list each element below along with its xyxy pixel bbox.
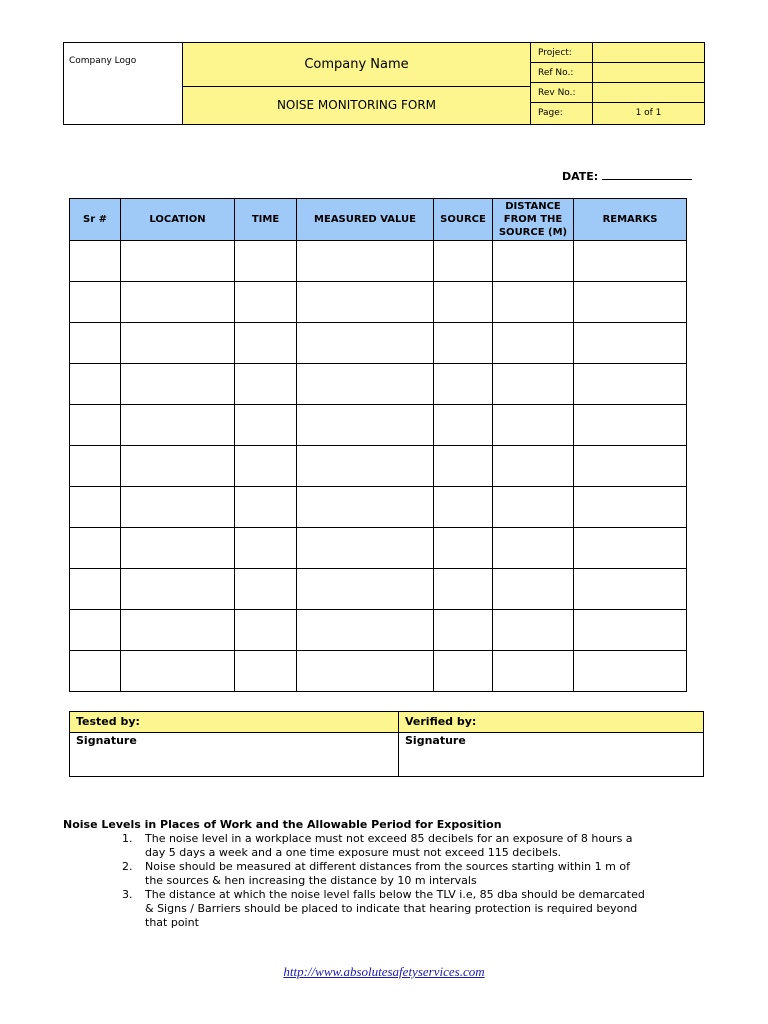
signoff-table [69, 711, 704, 777]
notes-item-text: Noise should be measured at different distances from the sources starting within 1 m of the sources & hen increasing the distance by 10 m intervals [145, 860, 630, 887]
table-row [70, 610, 687, 651]
table-cell[interactable] [297, 323, 434, 364]
table-cell[interactable] [297, 651, 434, 692]
table-cell[interactable] [493, 446, 574, 487]
company-name: Company Name [183, 43, 530, 87]
notes-item-text: The distance at which the noise level falls below the TLV i.e, 85 dba should be demarcated & Signs / Barriers should be placed to indicate that hearing protection is required beyond that point [145, 888, 645, 929]
table-cell[interactable] [121, 651, 235, 692]
table-row [70, 323, 687, 364]
table-cell[interactable] [574, 282, 687, 323]
table-row [70, 405, 687, 446]
table-cell[interactable] [121, 487, 235, 528]
table-cell[interactable] [121, 446, 235, 487]
table-cell[interactable] [434, 446, 493, 487]
table-cell[interactable] [493, 487, 574, 528]
noise-notes [63, 818, 703, 930]
table-cell[interactable] [70, 405, 121, 446]
col-sr: Sr # [70, 199, 121, 241]
meta-rev [531, 83, 704, 103]
notes-item-number: 2. [122, 860, 133, 873]
table-row [70, 241, 687, 282]
table-cell[interactable] [70, 651, 121, 692]
table-cell[interactable] [235, 651, 297, 692]
verified-by-label: Verified by: [399, 712, 704, 733]
table-cell[interactable] [121, 323, 235, 364]
form-title: NOISE MONITORING FORM [276, 98, 437, 112]
table-body [70, 241, 687, 692]
col-source: SOURCE [434, 199, 493, 241]
table-cell[interactable] [121, 282, 235, 323]
footer [0, 964, 768, 980]
meta-ref [531, 63, 704, 83]
table-cell[interactable] [297, 364, 434, 405]
notes-title: Noise Levels in Places of Work and the Allowable Period for Exposition [63, 818, 502, 831]
meta-ref-label: Ref No.: [531, 63, 593, 82]
table-cell[interactable] [434, 651, 493, 692]
table-cell[interactable] [493, 569, 574, 610]
table-cell[interactable] [297, 405, 434, 446]
table-cell[interactable] [235, 487, 297, 528]
table-cell[interactable] [493, 241, 574, 282]
table-cell[interactable] [574, 323, 687, 364]
signature-row [70, 733, 704, 777]
table-cell[interactable] [493, 610, 574, 651]
table-cell[interactable] [574, 487, 687, 528]
table-cell[interactable] [434, 323, 493, 364]
table-cell[interactable] [235, 282, 297, 323]
table-cell[interactable] [121, 610, 235, 651]
table-row [70, 364, 687, 405]
table-cell[interactable] [493, 323, 574, 364]
table-cell[interactable] [235, 364, 297, 405]
signoff-header-row [70, 712, 704, 733]
table-cell[interactable] [297, 446, 434, 487]
table-cell[interactable] [297, 282, 434, 323]
col-remarks: REMARKS [574, 199, 687, 241]
table-cell[interactable] [574, 528, 687, 569]
table-cell[interactable] [574, 610, 687, 651]
noise-monitoring-table [69, 198, 687, 692]
table-cell[interactable] [121, 405, 235, 446]
table-cell[interactable] [70, 610, 121, 651]
table-cell[interactable] [235, 446, 297, 487]
table-cell[interactable] [121, 364, 235, 405]
notes-item-text: The noise level in a workplace must not exceed 85 decibels for an exposure of 8 hours a day 5 days a week and a one time exposure must not exceed 115 decibels. [145, 832, 633, 859]
table-cell[interactable] [70, 282, 121, 323]
table-cell[interactable] [493, 364, 574, 405]
table-cell[interactable] [493, 651, 574, 692]
table-cell[interactable] [297, 610, 434, 651]
form-header [63, 42, 705, 125]
table-row [70, 528, 687, 569]
table-cell[interactable] [235, 405, 297, 446]
table-cell[interactable] [434, 569, 493, 610]
table-cell[interactable] [235, 323, 297, 364]
table-cell[interactable] [434, 364, 493, 405]
table-cell[interactable] [493, 528, 574, 569]
table-cell[interactable] [434, 241, 493, 282]
table-cell[interactable] [297, 241, 434, 282]
table-cell[interactable] [574, 569, 687, 610]
notes-item [63, 888, 645, 930]
table-row [70, 569, 687, 610]
table-row [70, 282, 687, 323]
col-time: TIME [235, 199, 297, 241]
notes-item-number: 3. [122, 888, 133, 901]
table-cell[interactable] [121, 528, 235, 569]
meta-project [531, 43, 704, 63]
website-link[interactable]: http://www.absolutesafetyservices.com [283, 964, 485, 979]
table-header-row [70, 199, 687, 241]
table-cell[interactable] [434, 282, 493, 323]
col-location: LOCATION [121, 199, 235, 241]
table-cell[interactable] [434, 405, 493, 446]
table-cell[interactable] [235, 569, 297, 610]
table-cell[interactable] [70, 241, 121, 282]
table-row [70, 487, 687, 528]
table-cell[interactable] [235, 610, 297, 651]
company-logo-placeholder: Company Logo [64, 43, 183, 124]
table-cell[interactable] [235, 241, 297, 282]
table-cell[interactable] [70, 487, 121, 528]
table-cell[interactable] [70, 528, 121, 569]
meta-page-label: Page: [531, 103, 593, 124]
table-cell[interactable] [297, 528, 434, 569]
header-title-block [183, 43, 531, 124]
table-cell[interactable] [493, 405, 574, 446]
tested-by-signature[interactable]: Signature [70, 733, 399, 777]
meta-page-value: 1 of 1 [635, 108, 662, 118]
table-row [70, 651, 687, 692]
table-cell[interactable] [70, 364, 121, 405]
table-cell[interactable] [434, 487, 493, 528]
table-cell[interactable] [574, 405, 687, 446]
verified-by-signature[interactable]: Signature [399, 733, 704, 777]
table-cell[interactable] [434, 528, 493, 569]
table-cell[interactable] [70, 446, 121, 487]
table-cell[interactable] [297, 487, 434, 528]
table-cell[interactable] [574, 364, 687, 405]
date-blank-line[interactable] [602, 169, 692, 180]
meta-ref-value[interactable] [593, 63, 704, 82]
col-measured-value: MEASURED VALUE [297, 199, 434, 241]
col-distance: DISTANCE FROM THE SOURCE (M) [493, 199, 574, 241]
meta-rev-value[interactable] [593, 83, 704, 102]
meta-rev-label: Rev No.: [531, 83, 593, 102]
meta-project-label: Project: [531, 43, 593, 62]
table-cell[interactable] [70, 323, 121, 364]
date-field[interactable] [562, 169, 692, 183]
notes-list [63, 832, 703, 930]
tested-by-label: Tested by: [70, 712, 399, 733]
table-cell[interactable] [574, 241, 687, 282]
table-cell[interactable] [121, 241, 235, 282]
table-cell[interactable] [434, 610, 493, 651]
table-cell[interactable] [70, 569, 121, 610]
date-label: DATE: [562, 170, 599, 183]
table-cell[interactable] [297, 569, 434, 610]
table-cell[interactable] [574, 651, 687, 692]
meta-project-value[interactable] [593, 43, 704, 62]
header-meta [531, 43, 704, 124]
table-cell[interactable] [574, 446, 687, 487]
table-row [70, 446, 687, 487]
table-cell[interactable] [493, 282, 574, 323]
table-cell[interactable] [121, 569, 235, 610]
table-cell[interactable] [235, 528, 297, 569]
notes-item [63, 832, 645, 860]
notes-item [63, 860, 645, 888]
notes-item-number: 1. [122, 832, 133, 845]
meta-page [531, 103, 704, 124]
